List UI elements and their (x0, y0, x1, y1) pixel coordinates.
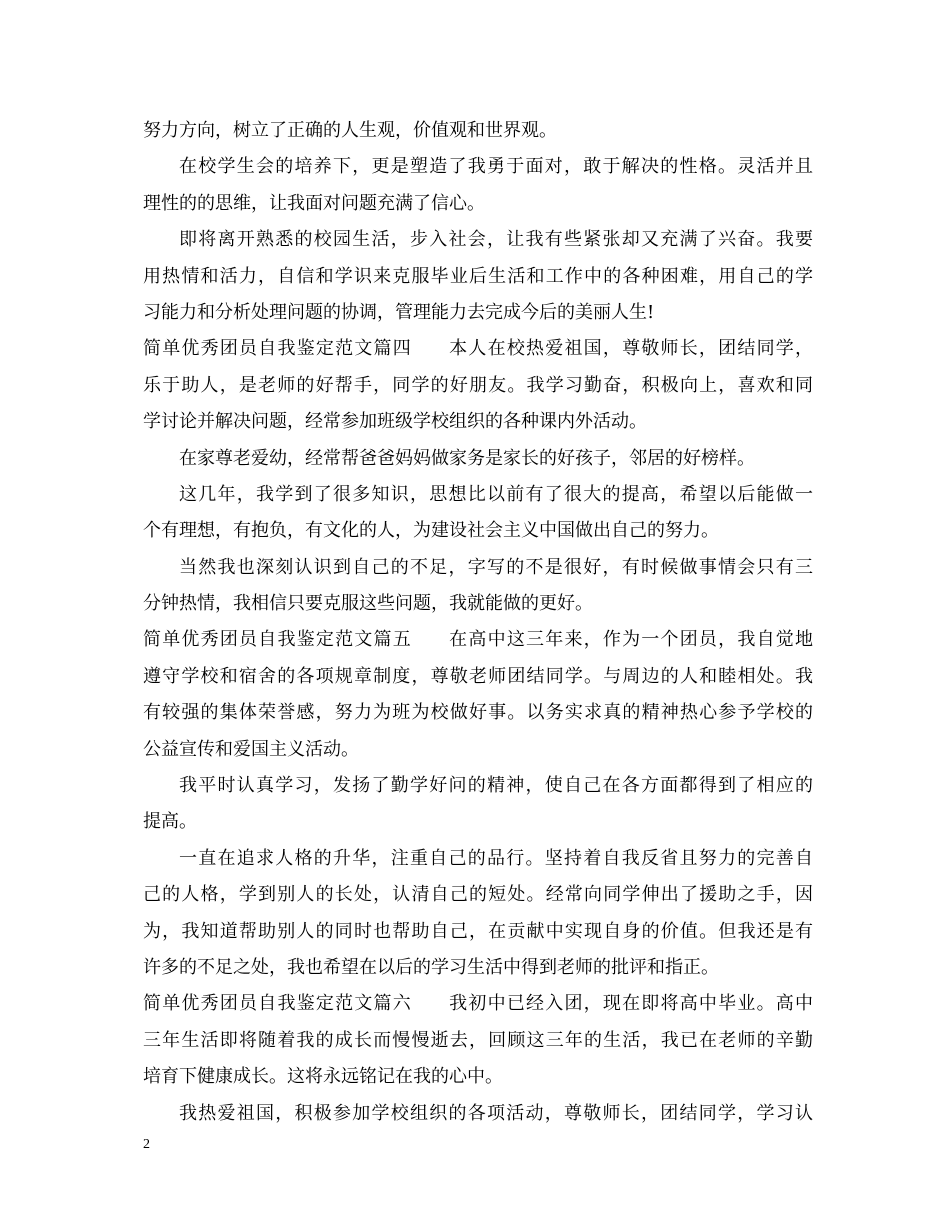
paragraph-line: 提高。 (143, 811, 197, 833)
paragraph-line: 一直在追求人格的升华，注重自己的品行。坚持着自我反省且努力的完善自 (179, 847, 813, 869)
page-number: 2 (143, 1137, 150, 1152)
paragraph-text: 我初中已经入团，现在即将高中毕业。高中 (447, 993, 813, 1015)
paragraph-text: 在高中这三年来，作为一个团员，我自觉地 (447, 629, 813, 651)
section-heading: 简单优秀团员自我鉴定范文篇五 (143, 629, 412, 651)
section-heading: 简单优秀团员自我鉴定范文篇四 (143, 338, 412, 360)
paragraph-line: 努力方向，树立了正确的人生观，价值观和世界观。 (143, 120, 557, 141)
paragraph-line: 当然我也深刻认识到自己的不足，字写的不是很好，有时候做事情会只有三 (179, 556, 813, 578)
paragraph-line: 许多的不足之处，我也希望在以后的学习生活中得到老师的批评和指正。 (143, 956, 719, 978)
paragraph-text: 本人在校热爱祖国，尊敬师长，团结同学， (447, 338, 813, 360)
paragraph-line: 己的人格，学到别人的长处，认清自己的短处。经常向同学伸出了援助之手，因 (143, 884, 813, 906)
paragraph-line: 公益宣传和爱国主义活动。 (143, 738, 359, 760)
paragraph-line: 为，我知道帮助别人的同时也帮助自己，在贡献中实现自身的价值。但我还是有 (143, 920, 813, 942)
paragraph-line: 即将离开熟悉的校园生活，步入社会，让我有些紧张却又充满了兴奋。我要 (179, 229, 813, 251)
paragraph-line: 习能力和分析处理问题的协调，管理能力去完成今后的美丽人生! (143, 301, 655, 323)
paragraph-line: 在校学生会的培养下，更是塑造了我勇于面对，敢于解决的性格。灵活并且 (179, 156, 813, 178)
paragraph-line: 在家尊老爱幼，经常帮爸爸妈妈做家务是家长的好孩子，邻居的好榜样。 (179, 447, 755, 469)
paragraph-line: 我平时认真学习，发扬了勤学好问的精神，使自己在各方面都得到了相应的 (179, 775, 813, 797)
paragraph-line: 有较强的集体荣誉感，努力为班为校做好事。以务实求真的精神热心参予学校的 (143, 702, 813, 724)
paragraph-line: 理性的的思维，让我面对问题充满了信心。 (143, 192, 485, 214)
section-heading-line (143, 331, 813, 367)
paragraph-line: 学讨论并解决问题，经常参加班级学校组织的各种课内外活动。 (143, 411, 647, 433)
section-heading: 简单优秀团员自我鉴定范文篇六 (143, 993, 412, 1015)
section-heading-line (143, 986, 813, 1022)
section-heading-line (143, 622, 813, 658)
paragraph-line: 三年生活即将随着我的成长而慢慢逝去，回顾这三年的生活，我已在老师的辛勤 (143, 1029, 813, 1051)
paragraph-line: 培育下健康成长。这将永远铭记在我的心中。 (143, 1066, 503, 1088)
paragraph-line: 用热情和活力，自信和学识来克服毕业后生活和工作中的各种困难，用自己的学 (143, 265, 813, 287)
paragraph-line: 个有理想，有抱负，有文化的人，为建设社会主义中国做出自己的努力。 (143, 520, 719, 542)
paragraph-line: 遵守学校和宿舍的各项规章制度，尊敬老师团结同学。与周边的人和睦相处。我 (143, 665, 813, 687)
paragraph-line: 这几年，我学到了很多知识，思想比以前有了很大的提高，希望以后能做一 (179, 483, 813, 505)
paragraph-line: 我热爱祖国，积极参加学校组织的各项活动，尊敬师长，团结同学，学习认 (179, 1102, 813, 1124)
document-page (143, 113, 813, 1132)
paragraph-line: 分钟热情，我相信只要克服这些问题，我就能做的更好。 (143, 593, 593, 615)
paragraph-line: 乐于助人，是老师的好帮手，同学的好朋友。我学习勤奋，积极向上，喜欢和同 (143, 374, 813, 396)
